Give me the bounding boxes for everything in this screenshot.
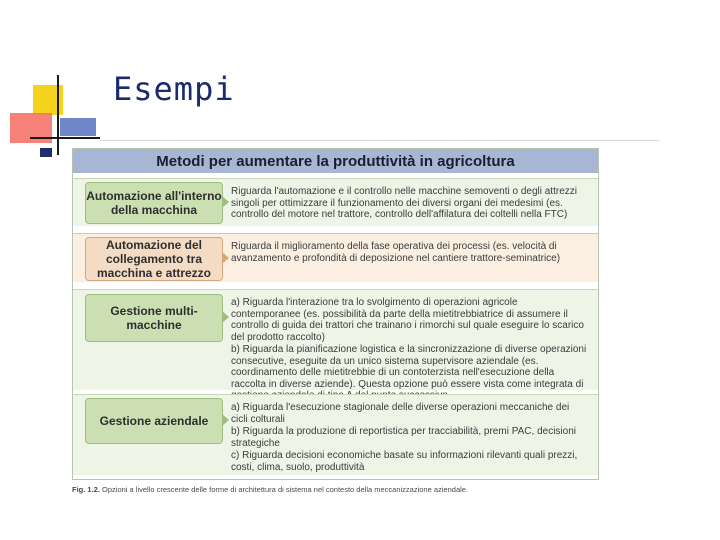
- description-item: c) Riguarda decisioni economiche basate su informazioni rilevanti quali prezzi, costi, clima, suolo, produttività: [231, 450, 578, 473]
- decoration-blue-square: [60, 118, 96, 136]
- figure-panel: [72, 148, 599, 480]
- decoration-navy-square: [40, 148, 52, 157]
- decoration-vertical-line: [57, 75, 59, 155]
- row-label-gestione-multi-macchine: Gestione multi-macchine: [85, 294, 223, 342]
- row-arrow: [222, 414, 229, 426]
- description-item: b) Riguarda la produzione di reportistica per tracciabilità, premi PAC, decisioni strategiche: [231, 426, 576, 449]
- row-label-automazione-collegamento: Automazione del collegamento tra macchina e attrezzo: [85, 237, 223, 281]
- description-item: Riguarda il miglioramento della fase operativa dei processi (es. velocità di avanzamento e profondità di deposizione nel cantiere trattore-seminatrice): [231, 241, 561, 264]
- decoration-horizontal-line: [30, 137, 100, 139]
- slide-title: Esempi: [113, 70, 235, 108]
- row-arrow: [222, 311, 229, 323]
- row-description: [231, 297, 587, 403]
- row-description: [231, 186, 587, 222]
- description-item: a) Riguarda l'esecuzione stagionale delle diverse operazioni meccaniche dei cicli colturali: [231, 402, 570, 425]
- row-arrow: [222, 252, 229, 264]
- title-divider: [100, 140, 660, 141]
- row-description: [231, 241, 587, 265]
- row-description: [231, 402, 587, 474]
- title-bullet-decoration: [0, 0, 110, 160]
- description-item: b) Riguarda la pianificazione logistica e la sincronizzazione di diverse operazioni consecutive, eseguite da un unico sistema supervisore aziendale (es. coordinamento delle mietitrebbie di un contoterzista nell'esecuzione della raccolta in diverse aziende). Questa opzione può essere vista come integrata di: [231, 344, 587, 390]
- figure-caption: [72, 485, 632, 494]
- description-item: a) Riguarda l'interazione tra lo svolgimento di operazioni agricole contemporanee (es. possibilità da parte della mietitrebbiatrice di assumere il controllo di guida dei trattori che trainano i rimorchi sul quale eseguire lo scarico del prodotto raccolto): [231, 297, 584, 343]
- figure-header: Metodi per aumentare la produttività in agricoltura: [73, 149, 598, 173]
- description-item: Riguarda l'automazione e il controllo nelle macchine semoventi o degli attrezzi singoli per ottimizzare il funzionamento dei diversi organi dei medesimi (es. controllo del motore nel trattore, controllo dell'affilatura dei coltelli nella FTC): [231, 186, 577, 220]
- caption-label: Fig. 1.2.: [72, 485, 100, 494]
- row-arrow: [222, 196, 229, 208]
- row-label-gestione-aziendale: Gestione aziendale: [85, 398, 223, 444]
- caption-text: Opzioni a livello crescente delle forme di architettura di sistema nel contesto della meccanizzazione aziendale.: [99, 485, 469, 494]
- row-label-automazione-macchina: Automazione all'interno della macchina: [85, 182, 223, 224]
